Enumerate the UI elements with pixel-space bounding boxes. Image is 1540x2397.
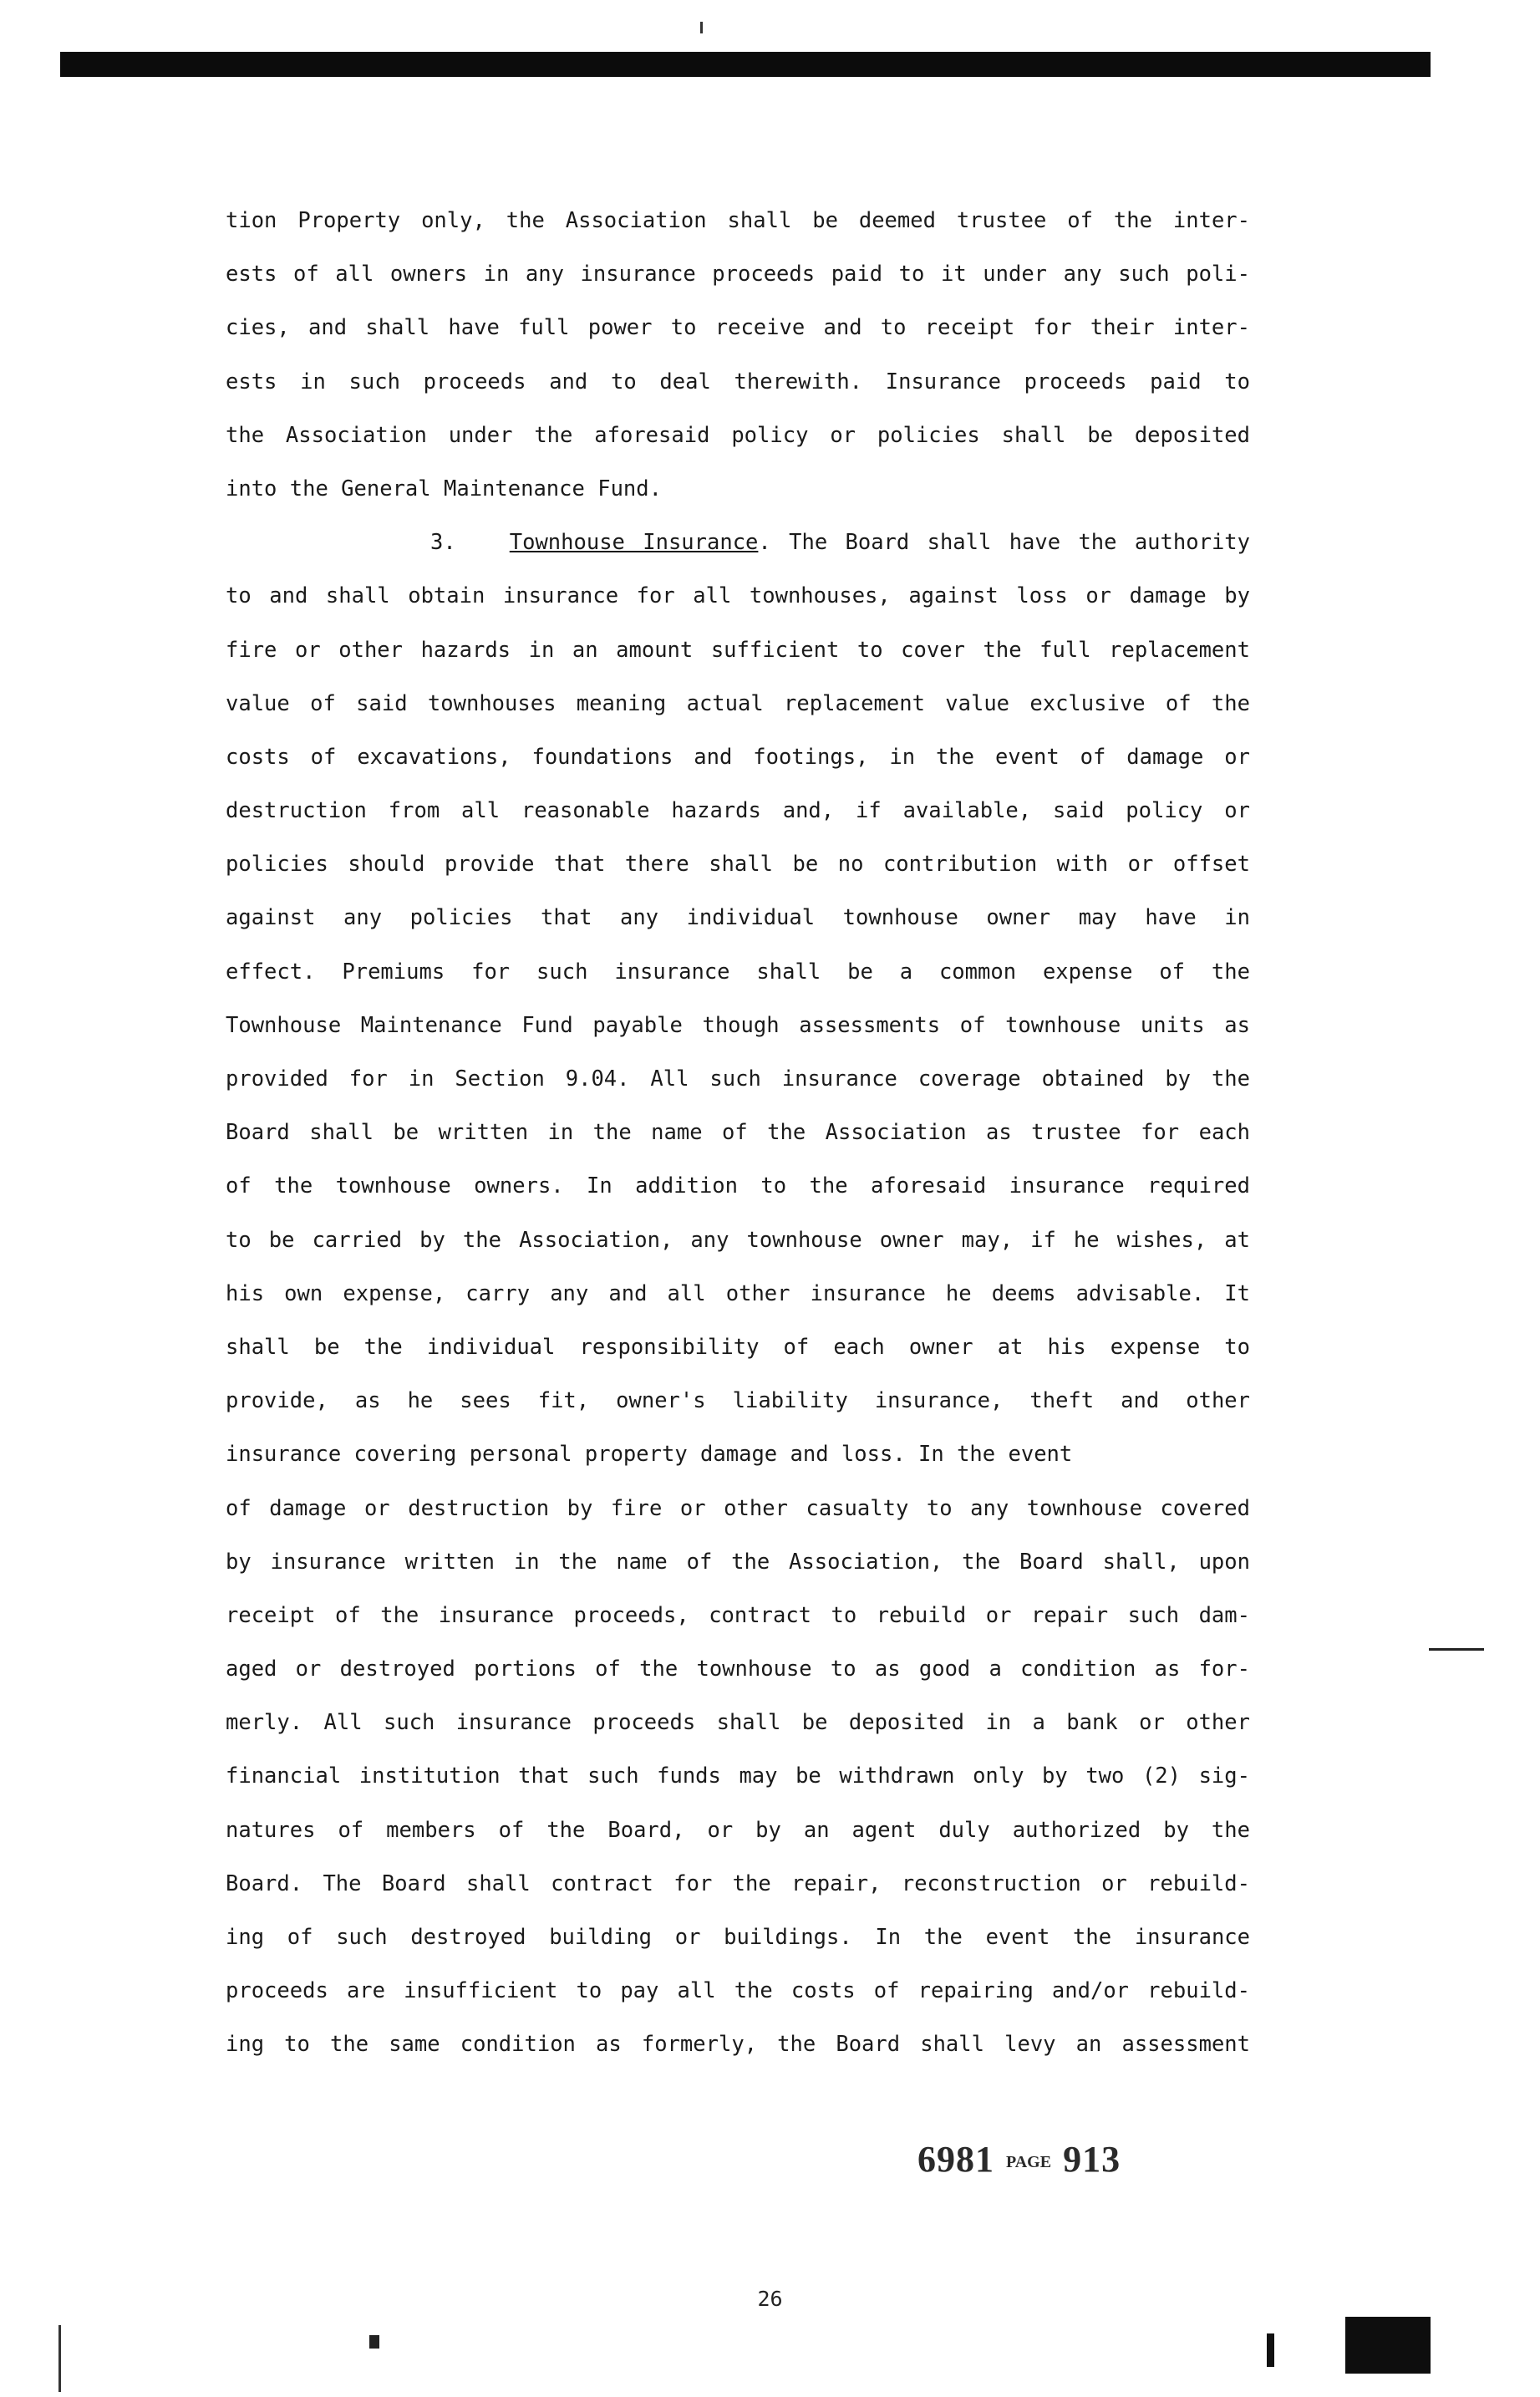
section-first-line-rest: . The Board shall have the authority bbox=[758, 530, 1251, 556]
text-line: by insurance written in the name of the Association, the Board shall, upon bbox=[226, 1549, 1250, 1575]
text-line: aged or destroyed portions of the townhouse to as good a condition as for- bbox=[226, 1657, 1250, 1682]
text-line: natures of members of the Board, or by an agent duly authorized by the bbox=[226, 1817, 1250, 1843]
text-line: his own expense, carry any and all other insurance he deems advisable. It bbox=[226, 1280, 1250, 1306]
text-line: cies, and shall have full power to receive and to receipt for their inter- bbox=[226, 315, 1250, 341]
text-line: receipt of the insurance proceeds, contract to rebuild or repair such dam- bbox=[226, 1602, 1250, 1628]
text-line: effect. Premiums for such insurance shall be a common expense of the bbox=[226, 959, 1250, 985]
text-line: financial institution that such funds may be withdrawn only by two (2) sig- bbox=[226, 1763, 1250, 1789]
text-line: ests in such proceeds and to deal therewith. Insurance proceeds paid to bbox=[226, 369, 1250, 394]
text-line: into the General Maintenance Fund. bbox=[226, 476, 662, 501]
text-line: Board shall be written in the name of the Association as trustee for each bbox=[226, 1120, 1250, 1146]
text-line: tion Property only, the Association shall be deemed trustee of the inter- bbox=[226, 208, 1250, 233]
text-line: to and shall obtain insurance for all townhouses, against loss or damage by bbox=[226, 583, 1250, 609]
margin-mark bbox=[1429, 1648, 1484, 1651]
stamp-page: 913 bbox=[1063, 2139, 1121, 2180]
text-line: provide, as he sees fit, owner's liability insurance, theft and other bbox=[226, 1388, 1250, 1414]
stamp-volume: 6981 bbox=[917, 2139, 994, 2180]
text-line: costs of excavations, foundations and footings, in the event of damage or bbox=[226, 744, 1250, 770]
text-line: merly. All such insurance proceeds shall be deposited in a bank or other bbox=[226, 1710, 1250, 1736]
text-line: value of said townhouses meaning actual replacement value exclusive of the bbox=[226, 690, 1250, 716]
scan-mark bbox=[700, 22, 703, 33]
text-line: shall be the individual responsibility of each owner at his expense to bbox=[226, 1334, 1250, 1360]
text-line: ing to the same condition as formerly, the Board shall levy an assessment bbox=[226, 2032, 1250, 2058]
text-line: of damage or destruction by fire or other casualty to any townhouse covered bbox=[226, 1495, 1250, 1521]
scan-corner-block bbox=[1345, 2317, 1431, 2374]
page-number: 26 bbox=[757, 2287, 783, 2311]
section-number: 3. bbox=[430, 530, 456, 556]
recording-stamp bbox=[917, 2138, 1121, 2181]
text-line: fire or other hazards in an amount sufficient to cover the full replacement bbox=[226, 637, 1250, 663]
text-line: the Association under the aforesaid policy or policies shall be deposited bbox=[226, 422, 1250, 448]
scan-tick-mark bbox=[1267, 2333, 1274, 2367]
text-line: ing of such destroyed building or buildings. In the event the insurance bbox=[226, 1925, 1250, 1950]
scan-edge-mark bbox=[58, 2325, 61, 2392]
text-line: Townhouse Maintenance Fund payable though assessments of townhouse units as bbox=[226, 1012, 1250, 1038]
text-line: proceeds are insufficient to pay all the costs of repairing and/or rebuild- bbox=[226, 1978, 1250, 2004]
text-line: of the townhouse owners. In addition to the aforesaid insurance required bbox=[226, 1173, 1250, 1199]
section-heading: Townhouse Insurance bbox=[509, 530, 759, 556]
stamp-page-word: PAGE bbox=[1006, 2153, 1052, 2172]
text-line: against any policies that any individual townhouse owner may have in bbox=[226, 905, 1250, 931]
section-heading-line bbox=[226, 516, 1250, 569]
text-line: provided for in Section 9.04. All such insurance coverage obtained by the bbox=[226, 1066, 1250, 1092]
text-line: Board. The Board shall contract for the repair, reconstruction or rebuild- bbox=[226, 1870, 1250, 1896]
text-line: insurance covering personal property damage and loss. In the event bbox=[226, 1442, 1073, 1468]
text-line: to be carried by the Association, any townhouse owner may, if he wishes, at bbox=[226, 1227, 1250, 1253]
scan-speck bbox=[369, 2335, 379, 2349]
text-line: destruction from all reasonable hazards and, if available, said policy or bbox=[226, 798, 1250, 824]
scan-header-bar bbox=[60, 52, 1431, 77]
text-line: policies should provide that there shall be no contribution with or offset bbox=[226, 852, 1250, 878]
text-line: ests of all owners in any insurance proceeds paid to it under any such poli- bbox=[226, 262, 1250, 288]
document-body bbox=[226, 194, 1250, 2072]
